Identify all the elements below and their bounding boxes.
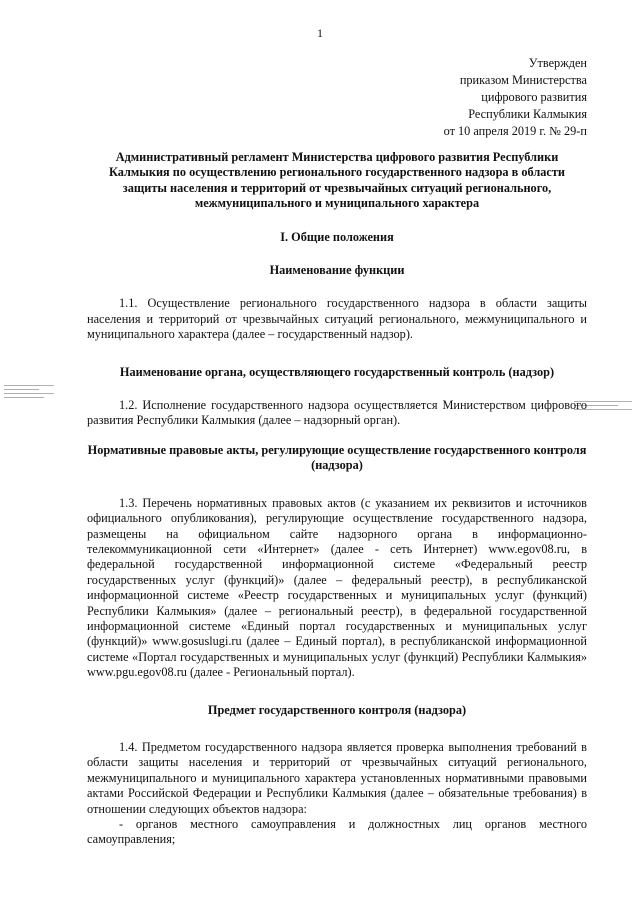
approval-line: приказом Министерства (459, 73, 587, 87)
paragraph-1-1: 1.1. Осуществление регионального государственного надзора в области защиты населения и территорий от чрезвычайных ситуаций регионального, межмуниципального и муниципального характера (далее – государственный надзор). (87, 296, 587, 342)
section-heading: I. Общие положения (280, 229, 394, 244)
list-item-local-authorities: - органов местного самоуправления и должностных лиц органов местного самоуправления; (87, 817, 587, 847)
page-number: 1 (317, 26, 323, 40)
paragraph-1-4: 1.4. Предметом государственного надзора является проверка выполнения требований в области защиты населения и территорий от чрезвычайных ситуаций регионального, межмуниципального и муниципального характера установленных нормативными правовыми актами Российской Федерации и Республики Калмыкия (далее – обязательные требования) в отношении следующих объектов надзора: (87, 739, 587, 816)
approval-line: от 10 апреля 2019 г. № 29-п (443, 124, 587, 138)
approval-line: Республики Калмыкия (468, 107, 587, 121)
document-body (87, 150, 587, 848)
subsection-heading-subject: Предмет государственного контроля (надзора) (207, 702, 467, 717)
paragraph-1-3: 1.3. Перечень нормативных правовых актов (с указанием их реквизитов и источников официального опубликования), регулирующие осуществление государственного надзора, размещены на официальном сайте надзорного органа в информационно-телекоммуникационной сети «Интернет» (далее - сеть Интернет) www.egov08.ru, в федеральной государственной информационной системе «Федеральный реестр государственных услуг (функций)» (далее – федеральный реестр), в республиканской информационной системе «Реестр государственных и муниципальных услуг (функций) Республики Калмыкия» (далее – региональный реестр), в федеральной государственной информационной системе «Единый портал государственных и муниципальных услуг (функций)» www.gosuslugi.ru (далее – Единый портал), в республиканской информационной системе «Портал государственных и муниципальных услуг (функций) Республики Калмыкия» www.pgu.egov08.ru (далее - Региональный портал). (87, 495, 587, 680)
subsection-heading-function: Наименование функции (269, 263, 405, 278)
paragraph-1-2: 1.2. Исполнение государственного надзора осуществляется Министерством цифрового развития Республики Калмыкия (далее – надзорный орган). (87, 398, 587, 428)
scan-artifact-left (4, 382, 54, 422)
approval-line: цифрового развития (481, 90, 587, 104)
approval-line: Утвержден (528, 56, 587, 70)
subsection-heading-body: Наименование органа, осуществляющего государственный контроль (надзор) (119, 364, 555, 379)
approval-stamp (347, 55, 587, 140)
document-title: Административный регламент Министерства цифрового развития Республики Калмыкия по осуществлению регионального государственного надзора в области защиты населения и территорий от чрезвычайных ситуаций регионального, межмуниципального и муниципального характера (109, 150, 565, 211)
subsection-heading-acts: Нормативные правовые акты, регулирующие осуществление государственного контроля (надзора) (87, 442, 587, 473)
